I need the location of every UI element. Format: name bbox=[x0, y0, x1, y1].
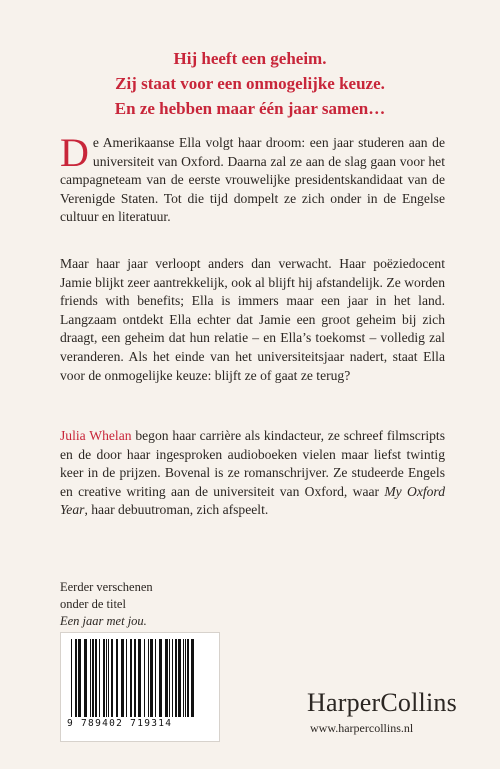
author-bio bbox=[60, 427, 445, 520]
barcode-bar bbox=[191, 639, 194, 717]
barcode-bar bbox=[144, 639, 145, 717]
earlier-published-line-1: Eerder verschenen bbox=[60, 580, 153, 594]
drop-cap: D bbox=[60, 130, 89, 175]
synopsis-paragraph-1-text: e Amerikaanse Ella volgt haar droom: een jaar studeren aan de universiteit van Oxford. Daarna zal ze aan de slag gaan voor het campagneteam van de eerste vrouwelijke presidentskandidaat van de Verenigde Staten. Tot die tijd dompelt ze zich onder in de Engelse cultuur en literatuur. bbox=[60, 135, 445, 225]
earlier-published-note bbox=[60, 579, 153, 630]
barcode-bar bbox=[116, 639, 118, 717]
barcode-bar bbox=[165, 639, 168, 717]
barcode-bar bbox=[185, 639, 186, 717]
barcode-bar bbox=[159, 639, 162, 717]
barcode-bar bbox=[148, 639, 149, 717]
publisher-website: www.harpercollins.nl bbox=[310, 721, 414, 735]
barcode-bars bbox=[69, 639, 211, 717]
isbn-barcode bbox=[60, 632, 220, 742]
barcode-bar bbox=[172, 639, 173, 717]
tagline-line-1: Hij heeft een geheim. bbox=[173, 49, 327, 68]
book-title: My Oxford Year bbox=[60, 483, 446, 518]
synopsis-paragraph-1 bbox=[60, 130, 445, 227]
synopsis-paragraph-2 bbox=[60, 255, 445, 385]
barcode-bar bbox=[90, 639, 91, 717]
isbn-number: 9 789402 719314 bbox=[67, 718, 173, 729]
barcode-bar bbox=[108, 639, 109, 717]
barcode-bar bbox=[134, 639, 136, 717]
barcode-bar bbox=[187, 639, 189, 717]
barcode-bar bbox=[75, 639, 77, 717]
barcode-bar bbox=[84, 639, 87, 717]
author-name: Julia Whelan bbox=[60, 428, 132, 443]
earlier-published-line-2: onder de titel bbox=[60, 597, 126, 611]
barcode-bar bbox=[99, 639, 100, 717]
tagline bbox=[0, 46, 500, 121]
earlier-published-title: Een jaar met jou. bbox=[60, 614, 147, 628]
tagline-line-3: En ze hebben maar één jaar samen… bbox=[114, 99, 386, 118]
author-bio-text-1: begon haar carrière als kindacteur, ze schreef filmscripts en de door haar ingesproken audioboeken vielen maar liefst twintig keer in de prijzen. Bovenal is ze romanschrijver. Ze studeerde Engels en creative writing aan de universiteit van Oxford, waar bbox=[60, 428, 445, 499]
barcode-bar bbox=[106, 639, 107, 717]
barcode-bar bbox=[111, 639, 113, 717]
barcode-bar bbox=[175, 639, 177, 717]
barcode-bar bbox=[92, 639, 94, 717]
barcode-bar bbox=[126, 639, 127, 717]
barcode-bar bbox=[183, 639, 184, 717]
publisher-logo: HarperCollins bbox=[307, 688, 457, 717]
barcode-bar bbox=[71, 639, 72, 717]
author-bio-text-2: , haar debuutroman, zich afspeelt. bbox=[84, 502, 269, 518]
synopsis-paragraph-2-text: Maar haar jaar verloopt anders dan verwacht. Haar poëziedocent Jamie blijkt zeer aantrekkelijk, ook al blijft hij afstandelijk. Ze worden friends with benefits; Ella is immers maar een jaar in het land. Langzaam ontdekt Ella echter dat Jamie een groot geheim bij zich draagt, een geheim dat hun relatie – en Ella’s toekomst – volledig zal veranderen. Als het einde van het universiteitsjaar nadert, staat Ella voor de onmogelijke keuze: blijft ze of gaat ze terug? bbox=[60, 256, 445, 383]
barcode-bar bbox=[103, 639, 105, 717]
barcode-bar bbox=[178, 639, 181, 717]
barcode-bar bbox=[155, 639, 156, 717]
tagline-line-2: Zij staat voor een onmogelijke keuze. bbox=[115, 74, 385, 93]
barcode-bar bbox=[95, 639, 97, 717]
barcode-bar bbox=[169, 639, 170, 717]
barcode-bar bbox=[121, 639, 124, 717]
barcode-bar bbox=[150, 639, 153, 717]
barcode-bar bbox=[78, 639, 81, 717]
barcode-bar bbox=[130, 639, 132, 717]
barcode-bar bbox=[138, 639, 141, 717]
